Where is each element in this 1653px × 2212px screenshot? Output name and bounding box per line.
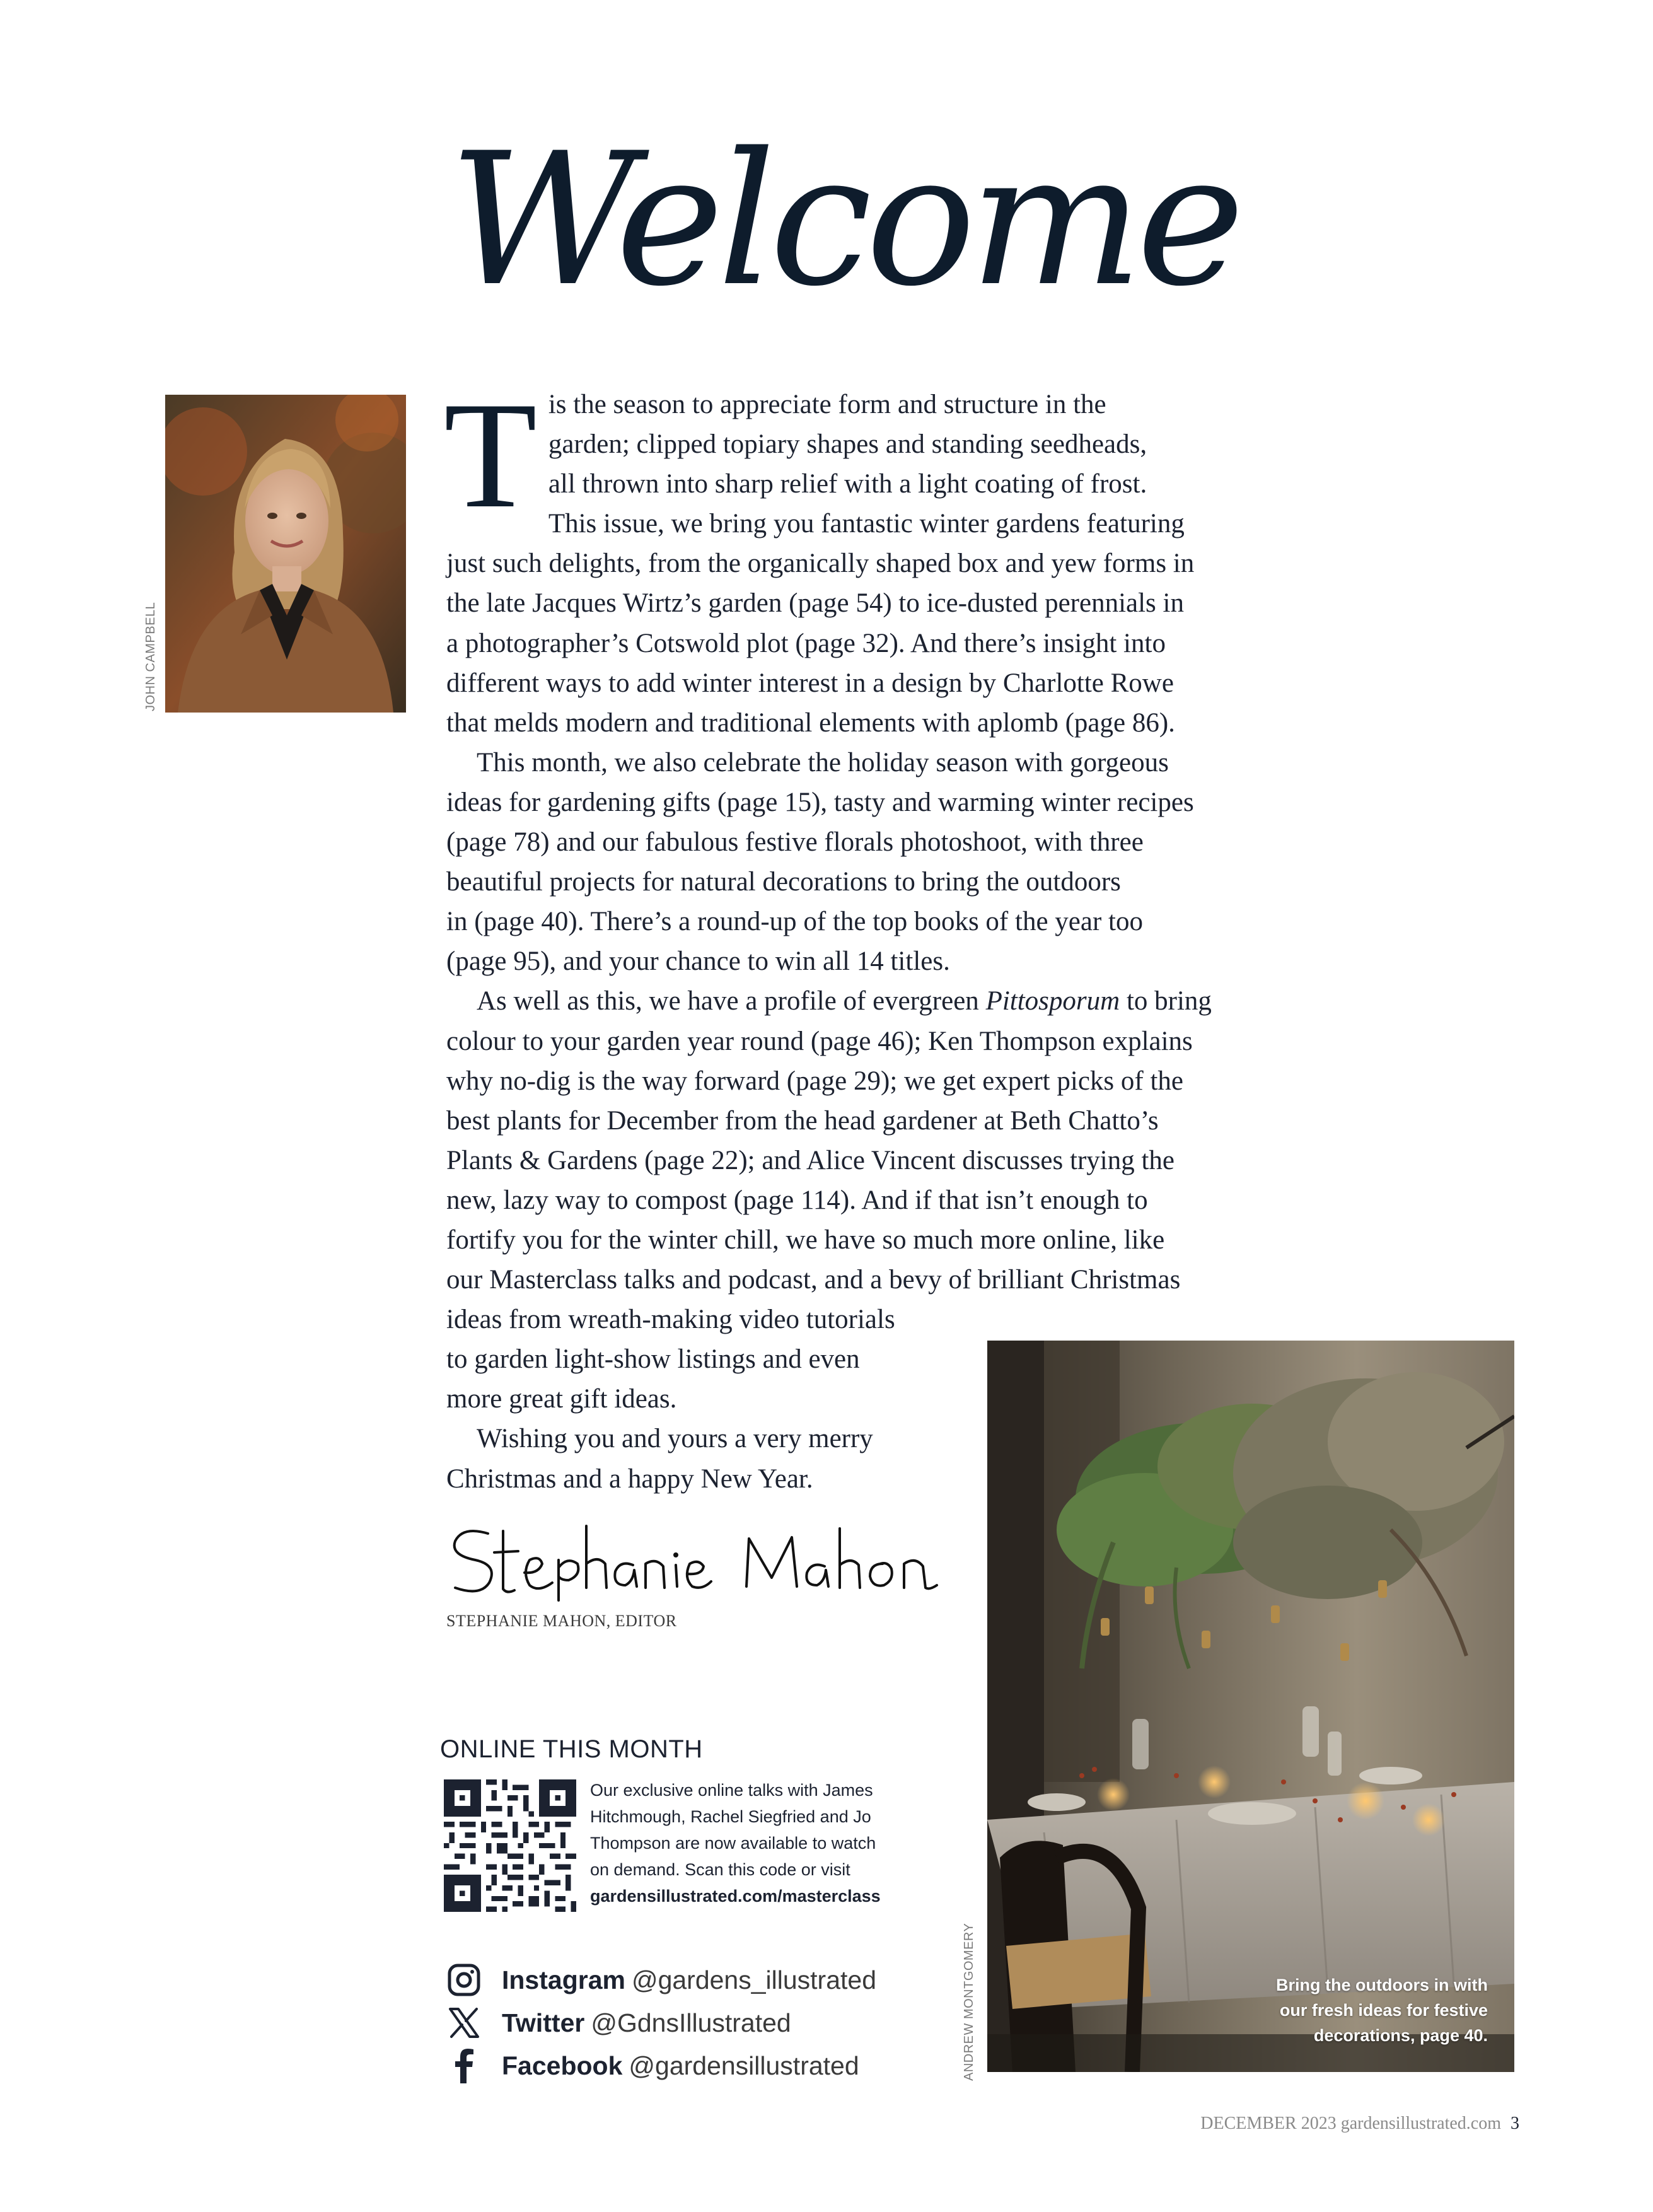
drop-cap: T	[444, 371, 537, 540]
page-footer	[1200, 2114, 1519, 2134]
text-line: in (page 40). There’s a round-up of the top books of the year too	[446, 907, 1143, 937]
social-name: Facebook	[502, 2051, 623, 2080]
portrait-photo-credit: JOHN CAMPBELL	[144, 602, 158, 711]
x-twitter-icon	[446, 2005, 482, 2040]
qr-code-icon[interactable]	[444, 1779, 576, 1912]
text-line: Bring the outdoors in with	[1276, 1976, 1488, 1994]
text-line: that melds modern and traditional elements with aplomb (page 86).	[446, 707, 1175, 738]
text-line: to garden light-show listings and even	[446, 1344, 860, 1375]
text-line: fortify you for the winter chill, we have so much more online, like	[446, 1225, 1165, 1255]
social-link-twitter[interactable]	[446, 2005, 791, 2040]
text-line: all thrown into sharp relief with a light coating of frost.	[548, 469, 1147, 499]
text-line: This month, we also celebrate the holiday season with gorgeous	[477, 747, 1169, 777]
online-section-heading: ONLINE THIS MONTH	[440, 1735, 703, 1763]
editor-portrait-photo	[165, 395, 406, 713]
festive-decorations-photo	[987, 1341, 1514, 2072]
text-line: more great gift ideas.	[446, 1384, 677, 1414]
text-line: ideas from wreath-making video tutorials	[446, 1305, 895, 1335]
text-line: colour to your garden year round (page 46); Ken Thompson explains	[446, 1026, 1193, 1056]
text-line: Christmas and a happy New Year.	[446, 1464, 813, 1494]
page-number: 3	[1511, 2114, 1519, 2133]
text-line: ideas for gardening gifts (page 15), tasty and warming winter recipes	[446, 787, 1194, 817]
text-line: our Masterclass talks and podcast, and a bevy of brilliant Christmas	[446, 1265, 1181, 1295]
editor-signature	[444, 1520, 948, 1602]
text-line: Hitchmough, Rachel Siegfried and Jo	[590, 1807, 871, 1826]
text-line: just such delights, from the organically shaped box and yew forms in	[446, 549, 1195, 579]
social-name: Twitter	[502, 2008, 585, 2037]
issue-date: DECEMBER 2023	[1200, 2114, 1337, 2133]
masterclass-link[interactable]: gardensillustrated.com/masterclass	[590, 1887, 881, 1906]
paragraph-1	[444, 371, 1266, 743]
text-line: on demand. Scan this code or visit	[590, 1860, 850, 1879]
text-line: new, lazy way to compost (page 114). And if that isn’t enough to	[446, 1185, 1148, 1215]
text-line: a photographer’s Cotswold plot (page 32). And there’s insight into	[446, 628, 1166, 658]
text-line: (page 95), and your chance to win all 14 titles.	[446, 946, 950, 977]
text-line: best plants for December from the head gardener at Beth Chatto’s	[446, 1105, 1159, 1136]
signature-caption: STEPHANIE MAHON, EDITOR	[446, 1612, 677, 1630]
paragraph-2	[446, 743, 1266, 982]
social-handle: @GdnsIllustrated	[591, 2008, 791, 2037]
instagram-icon	[446, 1962, 482, 1998]
website-name: gardensillustrated.com	[1340, 2114, 1501, 2133]
photo-credit: ANDREW MONTGOMERY	[962, 1923, 976, 2081]
editor-letter-body	[444, 371, 1266, 1499]
text-line: is the season to appreciate form and structure in the	[548, 390, 1106, 419]
text-line: Wishing you and yours a very merry	[477, 1424, 873, 1454]
social-link-facebook[interactable]	[446, 2048, 859, 2083]
text-line: Plants & Gardens (page 22); and Alice Vincent discusses trying the	[446, 1145, 1174, 1175]
plant-name-italic: Pittosporum	[985, 986, 1120, 1016]
social-link-instagram[interactable]	[446, 1962, 876, 1998]
social-name: Instagram	[502, 1965, 625, 1994]
text-line: Our exclusive online talks with James	[590, 1781, 873, 1800]
text-line: the late Jacques Wirtz’s garden (page 54) to ice-dusted perennials in	[446, 588, 1184, 619]
text-line: This issue, we bring you fantastic winter gardens featuring	[548, 509, 1185, 539]
text-line: beautiful projects for natural decorations to bring the outdoors	[446, 867, 1121, 897]
text-line: why no-dig is the way forward (page 29); we get expert picks of the	[446, 1066, 1183, 1096]
online-section-text	[590, 1777, 943, 1909]
text-line: Thompson are now available to watch	[590, 1834, 876, 1853]
social-handle: @gardens_illustrated	[631, 1965, 877, 1994]
text-segment: to bring	[1120, 986, 1212, 1016]
text-line: (page 78) and our fabulous festive florals photoshoot, with three	[446, 827, 1144, 858]
text-line: our fresh ideas for festive	[1279, 2001, 1488, 2020]
facebook-icon	[446, 2048, 482, 2083]
text-line	[446, 981, 1266, 1021]
page-title: Welcome	[449, 114, 1239, 327]
social-handle: @gardensillustrated	[629, 2051, 859, 2080]
text-line: garden; clipped topiary shapes and standing seedheads,	[548, 429, 1147, 460]
text-segment: As well as this, we have a profile of evergreen	[477, 986, 986, 1016]
photo-caption	[1198, 1972, 1488, 2048]
text-line: decorations, page 40.	[1313, 2026, 1488, 2045]
text-line: different ways to add winter interest in a design by Charlotte Rowe	[446, 668, 1174, 698]
